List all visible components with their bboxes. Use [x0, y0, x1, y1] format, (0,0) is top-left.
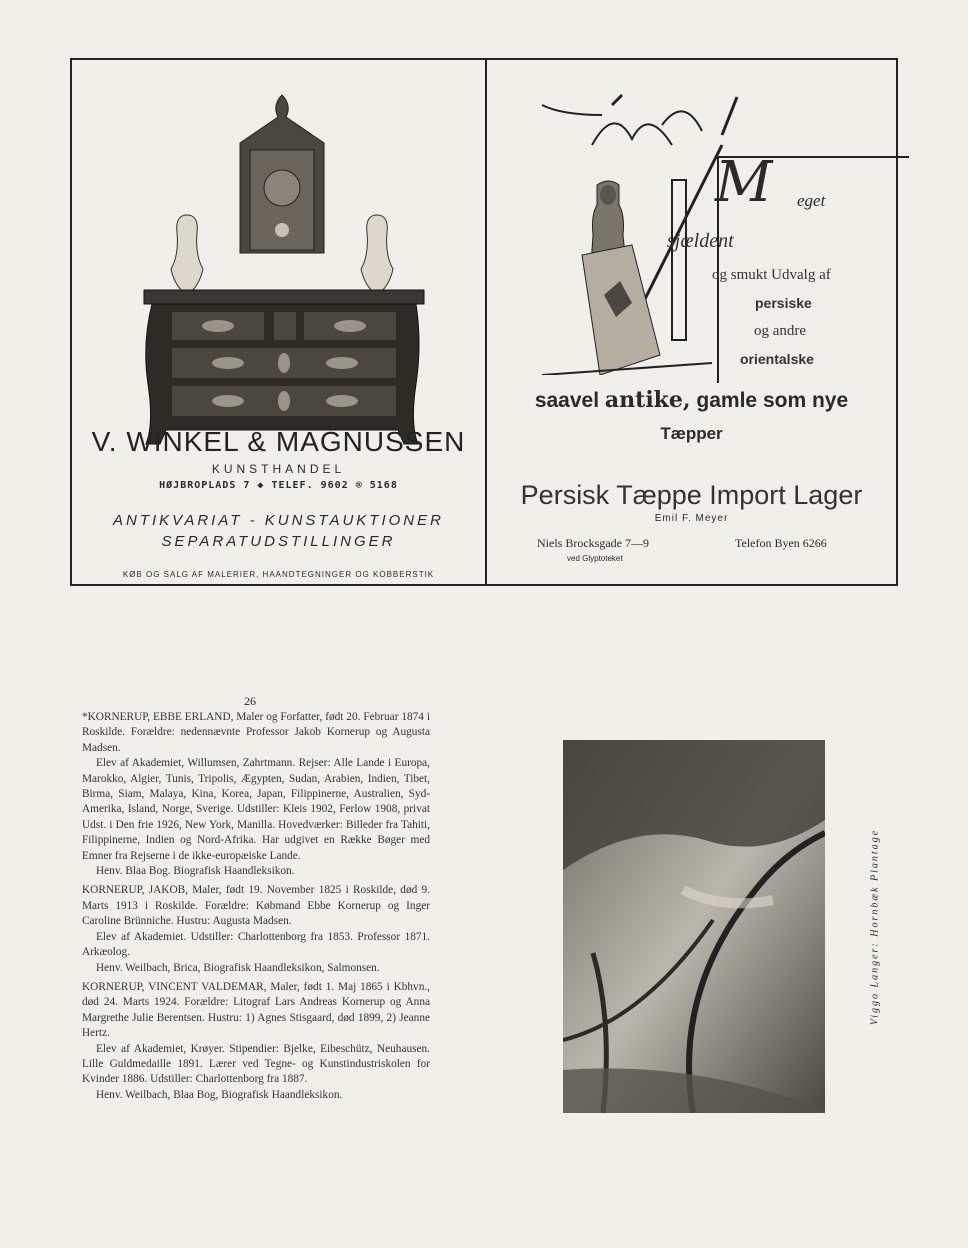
ad-tapper: Tæpper — [660, 424, 723, 443]
firm-owner: Emil F. Meyer — [654, 513, 729, 524]
firm-name: Persisk Tæppe Import Lager — [520, 480, 863, 510]
ad-line-3: persiske — [755, 295, 812, 311]
bio-entry-jakob — [82, 883, 430, 975]
company-footer: KØB OG SALG AF MALERIER, HAANDTEGNINGER OG KOBBERSTIK — [122, 570, 435, 579]
bio-paragraph: Henv. Weilbach, Blaa Bog, Biografisk Haandleksikon. — [96, 1088, 343, 1101]
winkel-magnussen-ad — [72, 60, 485, 584]
bio-paragraph: Henv. Blaa Bog. Biografisk Haandleksikon. — [96, 865, 295, 878]
ad-line-2: og smukt Udvalg af — [712, 267, 831, 283]
persian-carpet-ad — [487, 60, 896, 584]
ad-line-1: sjældent — [667, 230, 734, 252]
bio-paragraph: *KORNERUP, EBBE ERLAND, Maler og Forfatter, født 20. Februar 1874 i Roskilde. Forældre: nedennævnte Professor Jakob Kornerup og Augusta Madsen. — [82, 711, 430, 754]
bio-paragraph: KORNERUP, JAKOB, Maler, født 19. November 1825 i Roskilde, død 9. Marts 1913 i Roskilde. Forældre: Købmand Ebbe Kornerup og Inger Caroline Brünniche. Hustru: Augusta Madsen. — [82, 884, 430, 928]
meget-rest: eget — [797, 191, 826, 210]
meget-initial: M — [715, 150, 773, 215]
company-name: V. WINKEL & MAGNUSSEN — [91, 426, 466, 457]
bio-paragraph: Elev af Akademiet, Krøyer. Stipendier: Bjelke, Eibeschütz, Neuhausen. Lille Guldmedaille 1891. Lærer ved Tegne- og Kunstindustriskolen for Kvinder 1886. Udstiller: Charlottenborg fra 1887. — [82, 1042, 430, 1086]
firm-phone: Telefon Byen 6266 — [735, 536, 827, 550]
services-list — [72, 510, 485, 552]
ad-line-4: og andre — [754, 323, 807, 339]
bio-paragraph: Elev af Akademiet. Udstiller: Charlottenborg fra 1853. Professor 1871. Arkæolog. — [82, 930, 430, 959]
commode-illustration — [132, 80, 432, 450]
biography-column — [82, 710, 430, 1107]
company-address: HØJBROPLADS 7 ◆ TELEF. 9602 ® 5168 — [159, 480, 398, 491]
bio-entry-vincent — [82, 980, 430, 1103]
company-subtitle: KUNSTHANDEL — [211, 462, 346, 476]
headline-post: gamle som nye — [696, 389, 849, 412]
bio-paragraph: KORNERUP, VINCENT VALDEMAR, Maler, født 1. Maj 1865 i Kbhvn., død 24. Marts 1924. Forældre: Litograf Lars Andreas Kornerup og Anna Margrethe Julie Berentsen. Hustru: 1) Agnes Stisgaard, død 1899, 2) Jeanne Hertz. — [82, 980, 430, 1040]
page-number: 26 — [244, 694, 256, 708]
bio-paragraph: Henv. Weilbach, Brica, Biografisk Haandleksikon, Salmonsen. — [96, 961, 380, 974]
services-line-1: ANTIKVARIAT - KUNSTAUKTIONER — [113, 512, 444, 529]
bio-entry-ebbe — [82, 710, 430, 879]
painting-image — [563, 740, 825, 1113]
firm-address-note: ved Glyptoteket — [567, 554, 623, 563]
headline-emph: antike, — [604, 387, 691, 413]
headline-pre: saavel — [534, 389, 600, 412]
advertisement-panel — [70, 58, 898, 586]
painting-caption — [868, 740, 882, 1113]
firm-address: Niels Brocksgade 7—9 — [537, 536, 649, 550]
ad-line-5: orientalske — [740, 351, 814, 367]
caption-text: Viggo Langer: Hornbæk Plantage — [869, 828, 881, 1025]
ad-headline — [487, 387, 896, 413]
services-line-2: SEPARATUDSTILLINGER — [161, 533, 396, 550]
bio-paragraph: Elev af Akademiet, Willumsen, Zahrtmann. Rejser: Alle Lande i Europa, Marokko, Algier, Tunis, Tripolis, Ægypten, Sudan, Arabien, Indien, Tibet, Birma, Siam, Malaya, Kina, Korea, Japan, Filippinerne, Australien, Syd-Amerika, Island, Norge, Sverige. Udstiller: Kleis 1902, Ferlow 1908, privat Udst. i Den frie 1926, New York, Manilla. Hovedværker: Billeder fra Tahiti, Filippinerne, Indien og Nord-Afrika. Har udgivet en Række Bøger med Emner fra Rejserne i de ikke-europæiske Lande. — [82, 757, 430, 862]
